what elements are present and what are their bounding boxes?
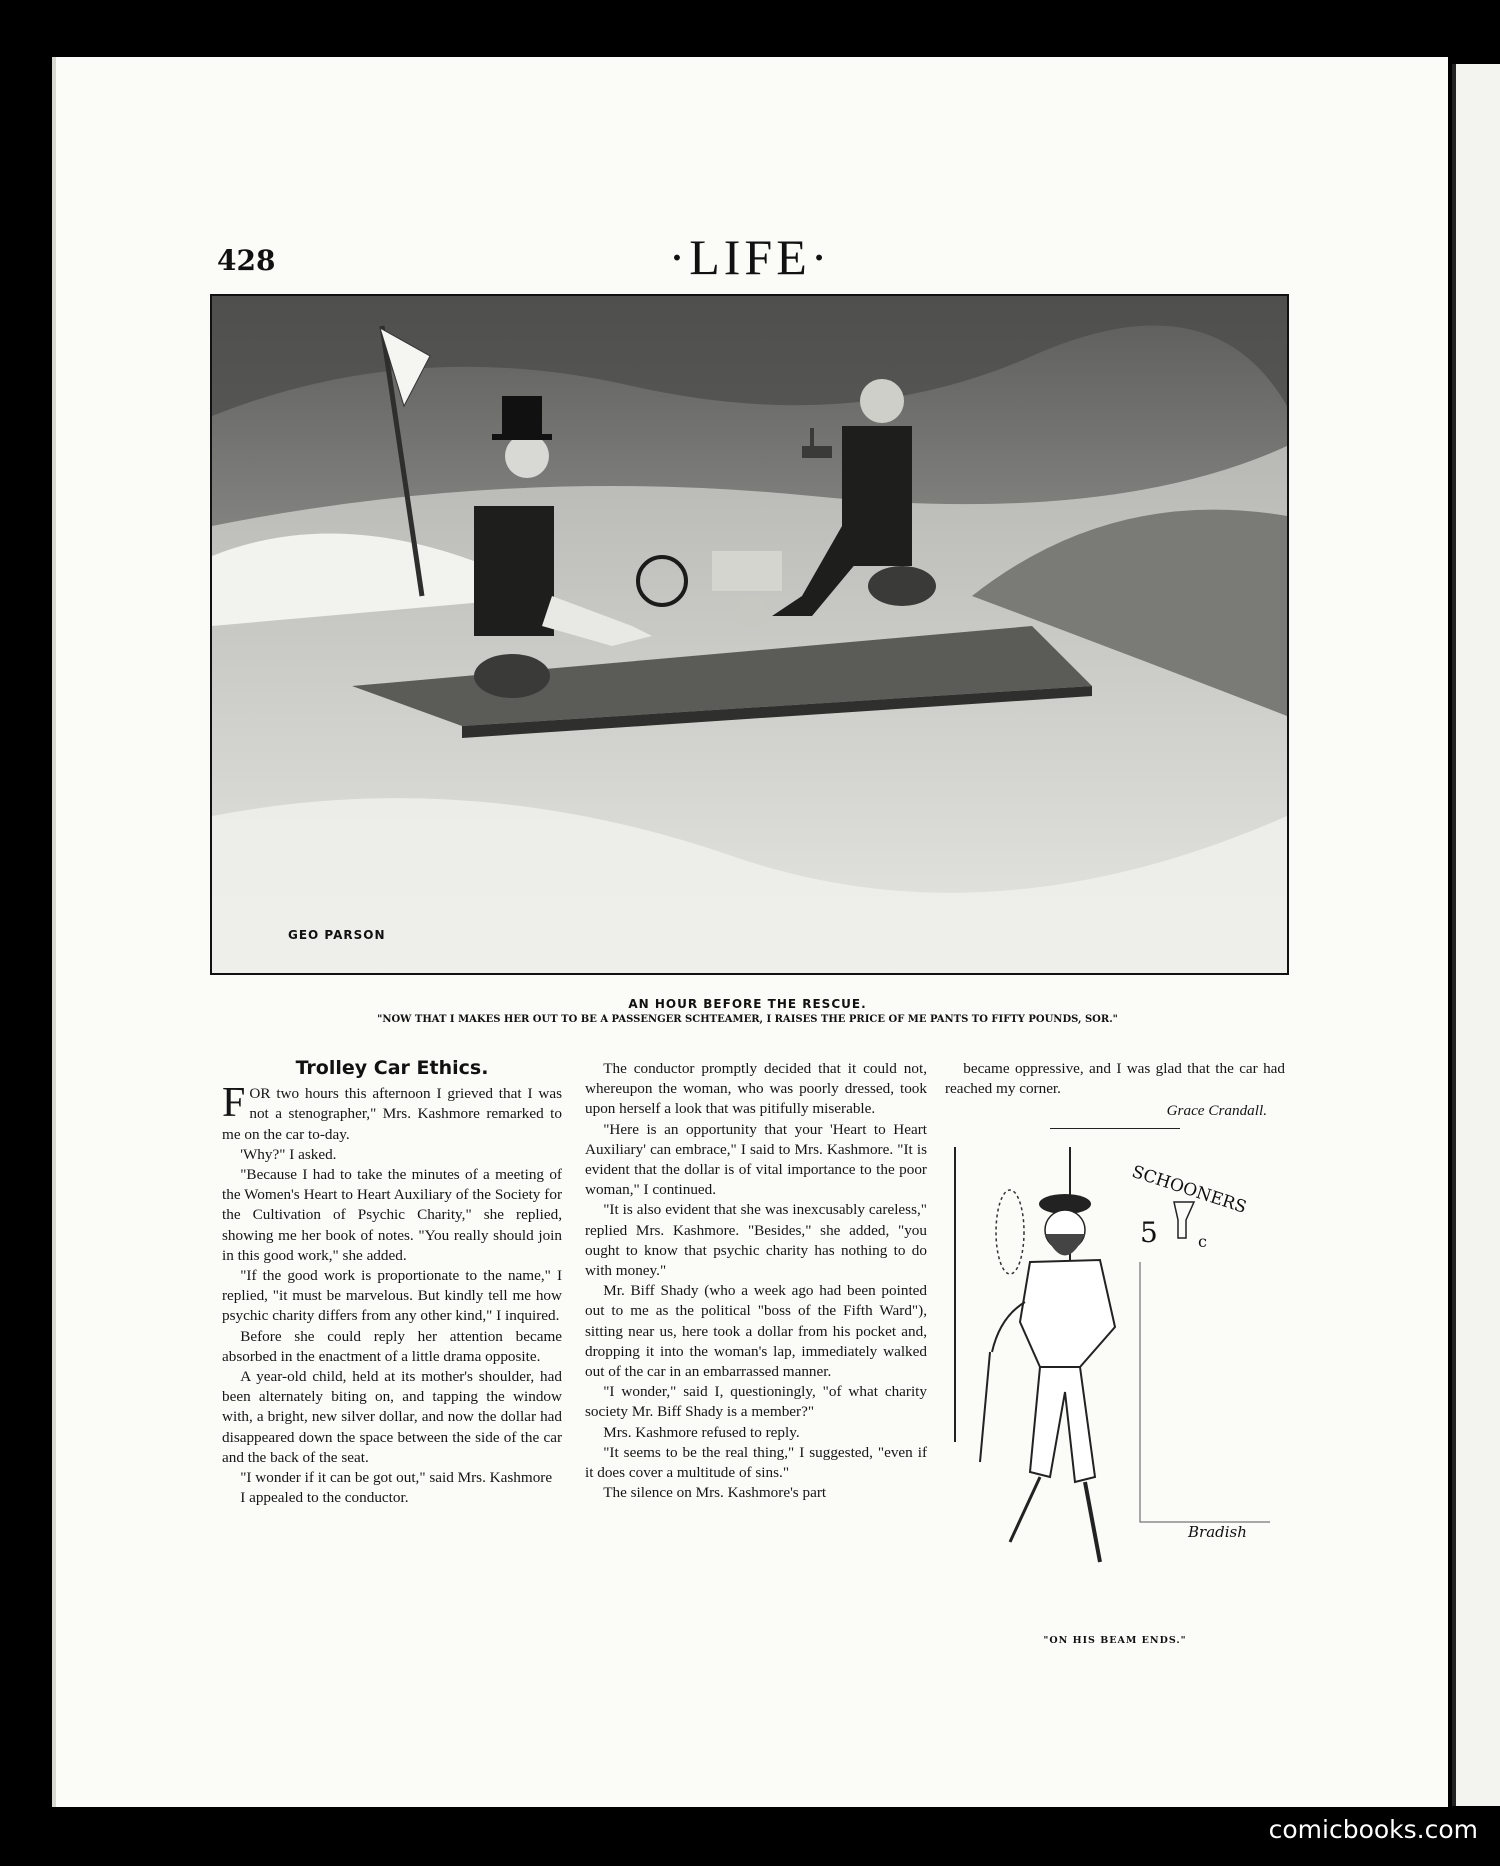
top-hat bbox=[502, 396, 542, 438]
article-paragraph: "It seems to be the real thing," I suggested, "even if it does cover a multitude of sins." bbox=[585, 1443, 927, 1482]
page-gutter-shadow bbox=[1452, 64, 1456, 1806]
divider-rule bbox=[1050, 1128, 1180, 1129]
article-column-3 bbox=[945, 1059, 1285, 1122]
barrel-left bbox=[474, 654, 550, 698]
peg-leg bbox=[1010, 1477, 1040, 1542]
article-title: Trolley Car Ethics. bbox=[295, 1057, 489, 1079]
drop-cap: F bbox=[222, 1080, 246, 1127]
beard bbox=[1045, 1234, 1085, 1256]
article-column-2 bbox=[585, 1059, 927, 1503]
barrel-right bbox=[868, 566, 936, 606]
sailor-cartoon bbox=[950, 1142, 1285, 1612]
hat-brim bbox=[492, 434, 552, 440]
cartoon-caption: "ON HIS BEAM ENDS." bbox=[1043, 1635, 1187, 1646]
man-left-head bbox=[505, 434, 549, 478]
walking-cane bbox=[980, 1352, 990, 1462]
article-paragraph: "It is also evident that she was inexcusably careless," replied Mrs. Kashmore. "Besides," she added, "you ought to know that psychic charity has nothing to do with money." bbox=[585, 1201, 927, 1280]
price-numeral: 5 bbox=[1140, 1216, 1158, 1249]
steamer-funnel bbox=[810, 428, 814, 448]
bundle bbox=[736, 595, 768, 627]
article-paragraph bbox=[222, 1080, 562, 1145]
window-oval bbox=[996, 1190, 1024, 1274]
raft-scene-drawing bbox=[212, 296, 1287, 973]
sailor-shirt bbox=[1020, 1260, 1115, 1367]
article-column-1 bbox=[222, 1058, 562, 1508]
illustration-caption-title: AN HOUR BEFORE THE RESCUE. bbox=[628, 997, 867, 1011]
man-right-head bbox=[860, 379, 904, 423]
first-paragraph-text: OR two hours this afternoon I grieved that I was not a stenographer," Mrs. Kashmore remarked to me on the car to-day. bbox=[222, 1085, 562, 1143]
article-paragraph: Mr. Biff Shady (who a week ago had been pointed out to me as the political "boss of the Fifth Ward"), sitting near us, here took a dollar from his pocket and, dropping it into the woman's lap, immediately walked out of the car in an embarrassed manner. bbox=[585, 1282, 927, 1381]
article-paragraph: Before she could reply her attention became absorbed in the enactment of a little drama opposite. bbox=[222, 1327, 562, 1365]
crate bbox=[712, 551, 782, 591]
sailor-arm bbox=[992, 1302, 1025, 1352]
man-left-body bbox=[474, 506, 554, 636]
article-paragraph: "I wonder," said I, questioningly, "of what charity society Mr. Biff Shady is a member?" bbox=[585, 1383, 927, 1421]
cartoonist-signature: Bradish bbox=[1188, 1523, 1247, 1541]
sailor-leg bbox=[1085, 1482, 1100, 1562]
sailor-trousers bbox=[1030, 1367, 1095, 1482]
raft-illustration bbox=[210, 294, 1289, 975]
article-paragraph: "If the good work is proportionate to the name," I replied, "it must be marvelous. But kindly tell me how psychic charity differs from any other kind," I inquired. bbox=[222, 1267, 562, 1325]
author-byline: Grace Crandall. bbox=[1166, 1102, 1267, 1120]
adjacent-page bbox=[1456, 64, 1500, 1806]
price-cents: c bbox=[1198, 1232, 1207, 1251]
article-paragraph: The conductor promptly decided that it could not, whereupon the woman, who was poorly dressed, took upon herself a look that was pitifully miserable. bbox=[585, 1060, 927, 1118]
article-paragraph: "Here is an opportunity that your 'Heart to Heart Auxiliary' can embrace," I said to Mrs. Kashmore. "It is evident that the dollar is of vital importance to the poor woman," I continued. bbox=[585, 1120, 927, 1199]
article-paragraph: I appealed to the conductor. bbox=[240, 1489, 409, 1507]
article-paragraph: The silence on Mrs. Kashmore's part bbox=[603, 1484, 827, 1502]
article-paragraph: Mrs. Kashmore refused to reply. bbox=[603, 1423, 800, 1441]
page-number: 428 bbox=[217, 244, 276, 277]
wall-shading bbox=[1140, 1262, 1270, 1522]
article-paragraph: 'Why?" I asked. bbox=[240, 1145, 337, 1163]
artist-signature: GEO PARSON bbox=[288, 928, 386, 942]
watermark: comicbooks.com bbox=[1268, 1815, 1478, 1844]
article-paragraph: "Because I had to take the minutes of a meeting of the Women's Heart to Heart Auxiliary of the Society for the Cultivation of Psychic Charity," she replied, showing me her book of notes. "You really should join in this good work," she added. bbox=[222, 1166, 562, 1264]
masthead-title: ·LIFE· bbox=[668, 229, 832, 285]
sailor-cartoon-drawing bbox=[950, 1142, 1285, 1612]
beer-glass bbox=[1174, 1202, 1194, 1238]
schooner-sign: SCHOONERS bbox=[1129, 1162, 1249, 1218]
page-edge bbox=[52, 57, 56, 1807]
article-paragraph: A year-old child, held at its mother's shoulder, had been alternately biting on, and tapping the window with, a bright, new silver dollar, and now the dollar had disappeared down the space between the side of the car and the back of the seat. bbox=[222, 1368, 562, 1466]
article-paragraph: became oppressive, and I was glad that the car had reached my corner. bbox=[945, 1060, 1285, 1098]
distant-steamer bbox=[802, 446, 832, 458]
article-paragraph: "I wonder if it can be got out," said Mrs. Kashmore bbox=[240, 1469, 553, 1487]
illustration-caption-quote: "NOW THAT I MAKES HER OUT TO BE A PASSENGER SCHTEAMER, I RAISES THE PRICE OF ME PANTS TO FIFTY POUNDS, SOR." bbox=[377, 1014, 1118, 1025]
